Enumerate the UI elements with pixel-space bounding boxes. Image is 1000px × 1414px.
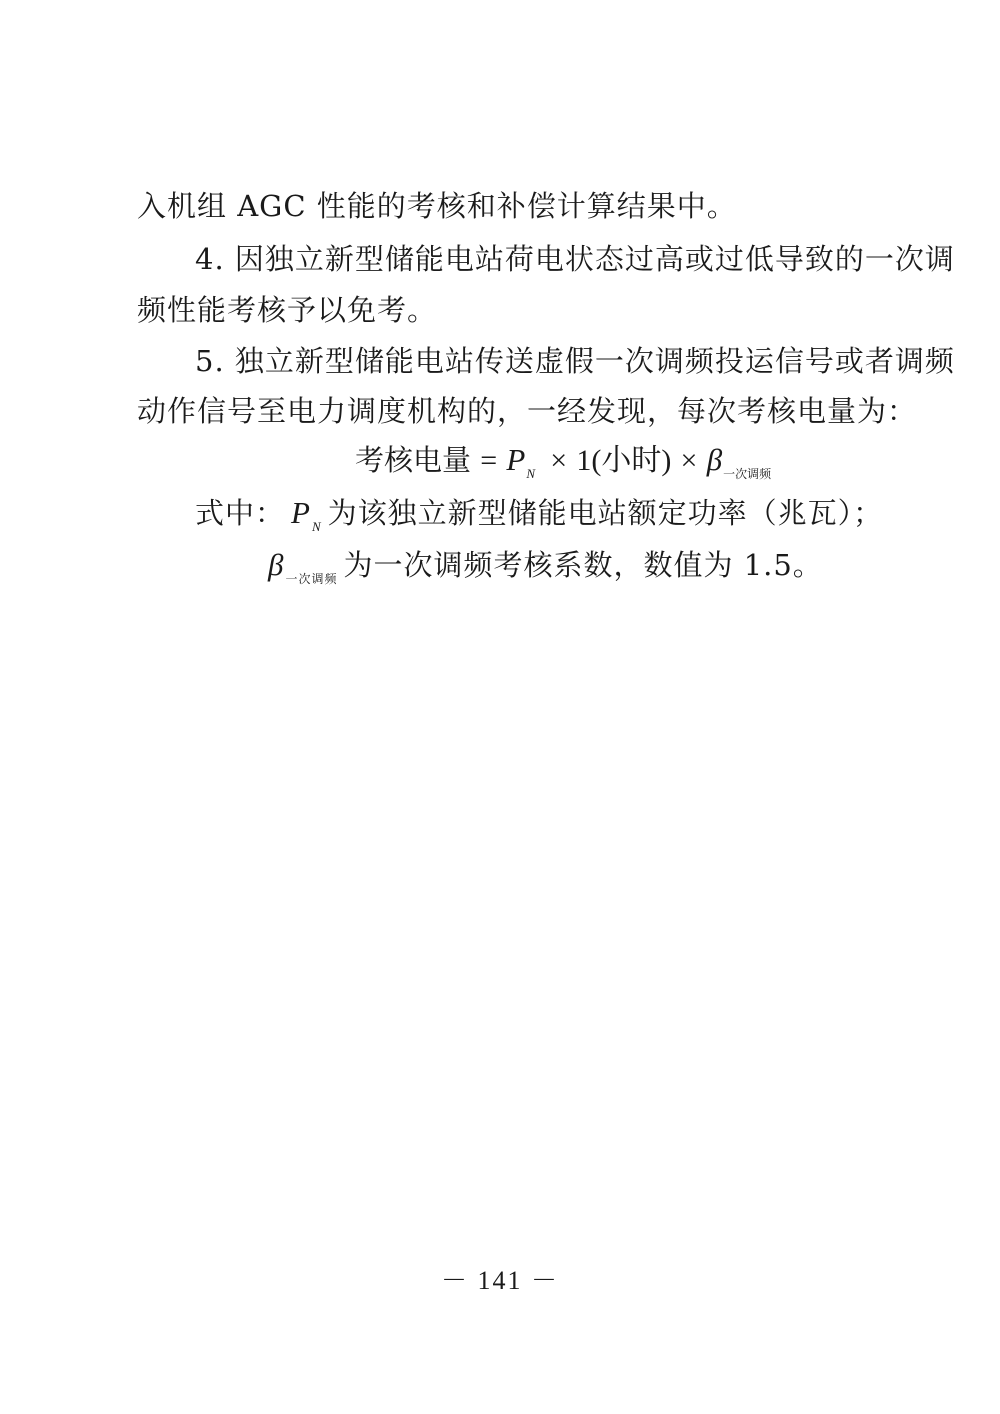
formula-times-1: × xyxy=(550,444,568,477)
formula-lhs: 考核电量 xyxy=(355,443,472,477)
page-number: － 141 － xyxy=(440,1266,559,1295)
formula-p-subscript: N xyxy=(526,466,535,481)
formula-equals: = xyxy=(480,444,498,477)
definition-p-subscript: N xyxy=(311,519,322,534)
item-5-line-1: 5. 独立新型储能电站传送虚假一次调频投运信号或者调频 xyxy=(195,344,955,378)
definition-beta-line xyxy=(268,545,1000,599)
formula-beta: β xyxy=(706,442,723,477)
item-5-line-2: 动作信号至电力调度机构的，一经发现，每次考核电量为： xyxy=(137,394,918,428)
definition-beta-subscript: 一次调频 xyxy=(285,572,338,586)
definition-p-symbol: P xyxy=(291,495,311,530)
definition-p-line xyxy=(195,493,935,547)
definition-beta-text: 为一次调频考核系数，数值为 1.5。 xyxy=(343,548,823,582)
definition-beta-symbol: β xyxy=(268,547,285,582)
definition-p-text: 为该独立新型储能电站额定功率（兆瓦）； xyxy=(327,496,884,530)
formula-p: P xyxy=(506,442,526,477)
penalty-formula xyxy=(355,440,771,494)
formula-times-2: × xyxy=(680,444,698,477)
paragraph-line-continuation: 入机组 AGC 性能的考核和补偿计算结果中。 xyxy=(137,189,737,223)
item-4-line-2: 频性能考核予以免考。 xyxy=(137,293,438,327)
formula-beta-subscript: 一次调频 xyxy=(723,467,772,481)
definition-prefix: 式中： xyxy=(195,496,286,530)
formula-one-hour: 1(小时) xyxy=(576,444,672,477)
item-4-line-1: 4. 因独立新型储能电站荷电状态过高或过低导致的一次调 xyxy=(195,242,955,276)
